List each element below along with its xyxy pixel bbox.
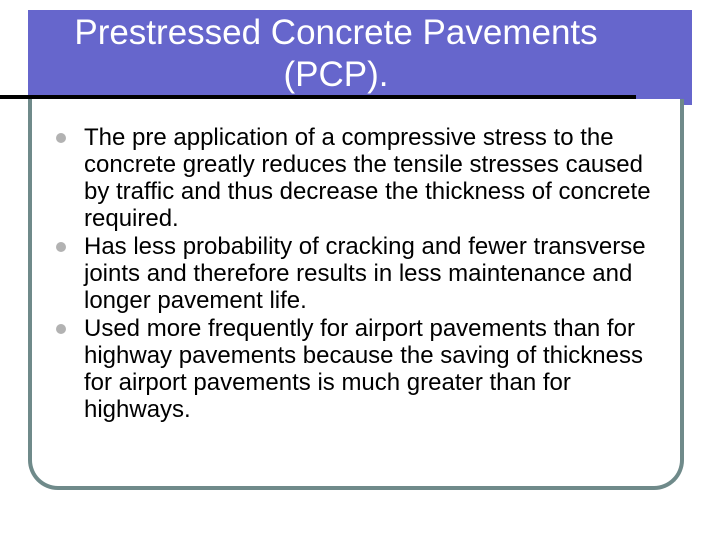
title-line-1: Prestressed Concrete Pavements [74, 13, 598, 52]
left-margin [0, 0, 28, 540]
bullet-item [54, 315, 664, 423]
slide-title [36, 12, 636, 96]
title-line-2: (PCP). [283, 55, 389, 94]
bullet-list [54, 124, 664, 424]
bullet-text: Used more frequently for airport pavements than for highway pavements because the saving of thickness for airport pavements is much greater than for highways. [84, 315, 643, 423]
title-band-gap [692, 10, 720, 105]
bullet-dot-icon [56, 324, 66, 334]
bullet-text: The pre application of a compressive stress to the concrete greatly reduces the tensile stresses caused by traffic and thus decrease the thickness of concrete required. [84, 124, 651, 232]
bullet-dot-icon [56, 133, 66, 143]
bullet-dot-icon [56, 242, 66, 252]
bullet-text: Has less probability of cracking and fewer transverse joints and therefore results in less maintenance and longer pavement life. [84, 233, 646, 314]
bullet-item [54, 233, 664, 314]
bullet-item [54, 124, 664, 232]
